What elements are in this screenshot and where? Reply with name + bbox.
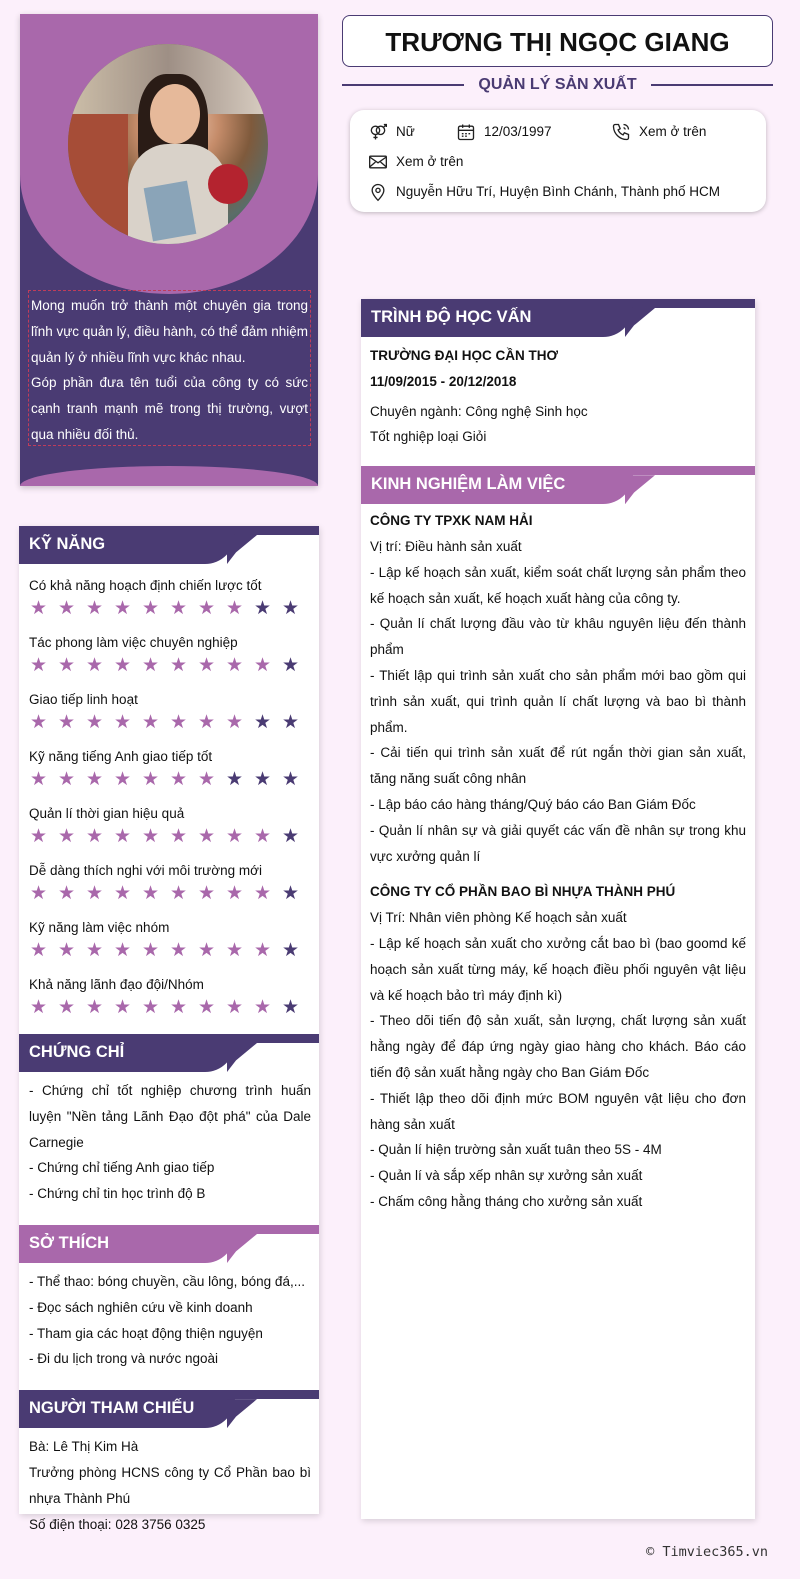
star-icon: ★ xyxy=(282,997,300,1018)
section-title: TRÌNH ĐỘ HỌC VẤN xyxy=(361,299,633,337)
star-icon: ★ xyxy=(254,826,272,847)
left-column xyxy=(19,526,319,1532)
birthday-value: 12/03/1997 xyxy=(484,124,552,139)
star-icon: ★ xyxy=(58,598,76,619)
star-icon: ★ xyxy=(226,940,244,961)
star-icon: ★ xyxy=(86,940,104,961)
star-icon: ★ xyxy=(114,598,132,619)
list-item: - Chứng chỉ tốt nghiệp chương trình huấn luyện "Nền tảng Lãnh Đạo đột phá" của Dale Carnegie xyxy=(29,1083,311,1150)
profile-card xyxy=(20,14,318,486)
company-name: CÔNG TY TPXK NAM HẢI xyxy=(370,513,533,529)
skill-name: Tác phong làm việc chuyên nghiệp xyxy=(29,635,238,650)
skill-rating xyxy=(29,826,309,859)
star-icon: ★ xyxy=(30,997,48,1018)
star-icon: ★ xyxy=(30,826,48,847)
star-icon: ★ xyxy=(226,883,244,904)
objective-line: Góp phần đưa tên tuổi của công ty có sức cạnh tranh mạnh mẽ trong thị trường, vượt qua nhiều đối thủ. xyxy=(31,375,308,442)
section-title: SỞ THÍCH xyxy=(19,1225,235,1263)
star-icon: ★ xyxy=(142,826,160,847)
skills-header xyxy=(19,526,319,564)
job-duty: - Thiết lập qui trình sản xuất cho sản phẩm mới bao gồm qui trình sản xuất, qui trình quản lí chất lượng và bao bì thành phẩm. xyxy=(370,667,746,735)
star-icon: ★ xyxy=(58,712,76,733)
star-icon: ★ xyxy=(86,997,104,1018)
skill-item xyxy=(19,859,319,916)
skill-rating xyxy=(29,712,309,745)
education-header xyxy=(361,299,755,337)
skill-name: Dễ dàng thích nghi với môi trường mới xyxy=(29,863,262,878)
star-icon: ★ xyxy=(226,826,244,847)
skill-rating xyxy=(29,598,309,631)
gender-value: Nữ xyxy=(396,124,415,139)
list-item: - Chứng chỉ tiếng Anh giao tiếp xyxy=(29,1160,215,1176)
address-item xyxy=(368,182,720,202)
star-icon: ★ xyxy=(254,940,272,961)
skill-item xyxy=(19,688,319,745)
job-duty: - Lập báo cáo hàng tháng/Quý báo cáo Ban Giám Đốc xyxy=(370,796,696,812)
star-icon: ★ xyxy=(282,712,300,733)
star-icon: ★ xyxy=(142,598,160,619)
location-icon xyxy=(368,182,388,202)
star-icon: ★ xyxy=(226,769,244,790)
skill-name: Kỹ năng làm việc nhóm xyxy=(29,920,170,935)
star-icon: ★ xyxy=(170,712,188,733)
job-duty: - Quản lí chất lượng đầu vào từ khâu nguyên liệu đến thành phẩm xyxy=(370,616,746,658)
skill-item xyxy=(19,574,319,631)
references-header xyxy=(19,1390,319,1428)
skill-rating xyxy=(29,997,309,1030)
star-icon: ★ xyxy=(282,883,300,904)
skill-name: Khả năng lãnh đạo đội/Nhóm xyxy=(29,977,204,992)
star-icon: ★ xyxy=(282,769,300,790)
skill-name: Kỹ năng tiếng Anh giao tiếp tốt xyxy=(29,749,213,764)
star-icon: ★ xyxy=(142,997,160,1018)
skill-item xyxy=(19,802,319,859)
section-title: KINH NGHIỆM LÀM VIỆC xyxy=(361,466,633,504)
experience-job-1 xyxy=(361,508,755,869)
star-icon: ★ xyxy=(30,940,48,961)
education-major: Chuyên ngành: Công nghệ Sinh học xyxy=(370,403,588,419)
star-icon: ★ xyxy=(58,826,76,847)
calendar-icon xyxy=(456,122,476,142)
list-item: Trưởng phòng HCNS công ty Cổ Phần bao bì nhựa Thành Phú xyxy=(29,1464,311,1506)
objective-line: Mong muốn trở thành một chuyên gia trong lĩnh vực quản lý, điều hành, có thể đảm nhiệm quản lý ở nhiều lĩnh vực khác nhau. xyxy=(31,298,308,365)
hobbies-list xyxy=(19,1269,319,1372)
star-icon: ★ xyxy=(58,940,76,961)
company-name: CÔNG TY CỔ PHẦN BAO BÌ NHỰA THÀNH PHÚ xyxy=(370,884,676,900)
full-name: TRƯƠNG THỊ NGỌC GIANG xyxy=(342,15,773,67)
star-icon: ★ xyxy=(58,883,76,904)
email-item[interactable] xyxy=(368,152,463,172)
list-item: - Thể thao: bóng chuyền, cầu lông, bóng đá,... xyxy=(29,1273,305,1289)
list-item: - Tham gia các hoạt động thiện nguyện xyxy=(29,1325,263,1341)
star-icon: ★ xyxy=(282,655,300,676)
skill-name: Có khả năng hoạch định chiến lược tốt xyxy=(29,578,262,593)
skill-name: Giao tiếp linh hoạt xyxy=(29,692,138,707)
star-icon: ★ xyxy=(86,883,104,904)
star-icon: ★ xyxy=(114,883,132,904)
contact-info xyxy=(350,110,766,212)
star-icon: ★ xyxy=(142,940,160,961)
star-icon: ★ xyxy=(114,769,132,790)
star-icon: ★ xyxy=(142,769,160,790)
phone-value: Xem ở trên xyxy=(639,124,707,139)
star-icon: ★ xyxy=(30,598,48,619)
star-icon: ★ xyxy=(198,655,216,676)
job-duty: - Lập kế hoạch sản xuất, kiểm soát chất lượng sản phẩm theo kế hoạch sản xuất, kế hoạch xuất hàng của công ty. xyxy=(370,564,746,606)
star-icon: ★ xyxy=(86,598,104,619)
star-icon: ★ xyxy=(114,712,132,733)
job-duty: - Quản lí hiện trường sản xuất tuân theo 5S - 4M xyxy=(370,1142,662,1158)
star-icon: ★ xyxy=(254,769,272,790)
list-item: Số điện thoại: 028 3756 0325 xyxy=(29,1516,206,1532)
star-icon: ★ xyxy=(58,655,76,676)
star-icon: ★ xyxy=(86,769,104,790)
skill-rating xyxy=(29,883,309,916)
star-icon: ★ xyxy=(226,655,244,676)
skill-name: Quản lí thời gian hiệu quả xyxy=(29,806,185,821)
certificates-header xyxy=(19,1034,319,1072)
star-icon: ★ xyxy=(86,826,104,847)
star-icon: ★ xyxy=(226,997,244,1018)
star-icon: ★ xyxy=(114,826,132,847)
job-duty: - Thiết lập theo dõi định mức BOM nguyên vật liệu cho đơn hàng sản xuất xyxy=(370,1090,746,1132)
star-icon: ★ xyxy=(282,826,300,847)
email-value: Xem ở trên xyxy=(396,154,464,169)
star-icon: ★ xyxy=(170,655,188,676)
job-duty: - Chấm công hằng tháng cho xưởng sản xuất xyxy=(370,1193,643,1209)
skill-item xyxy=(19,631,319,688)
experience-job-2 xyxy=(361,879,755,1214)
job-title-row xyxy=(342,74,773,96)
star-icon: ★ xyxy=(282,598,300,619)
star-icon: ★ xyxy=(170,997,188,1018)
star-icon: ★ xyxy=(198,769,216,790)
school-name: TRƯỜNG ĐẠI HỌC CẦN THƠ xyxy=(370,348,558,363)
star-icon: ★ xyxy=(254,655,272,676)
star-icon: ★ xyxy=(198,826,216,847)
footer-credit: © Timviec365.vn xyxy=(646,1544,768,1560)
birthday-item xyxy=(456,122,552,142)
certificates-list xyxy=(19,1078,319,1207)
gender-item xyxy=(368,122,415,142)
star-icon: ★ xyxy=(170,769,188,790)
job-role: Vị Trí: Nhân viên phòng Kế hoạch sản xuất xyxy=(370,910,627,926)
section-title: KỸ NĂNG xyxy=(19,526,235,564)
hobbies-header xyxy=(19,1225,319,1263)
star-icon: ★ xyxy=(114,940,132,961)
skill-rating xyxy=(29,940,309,973)
list-item: - Chứng chỉ tin học trình độ B xyxy=(29,1186,206,1202)
star-icon: ★ xyxy=(86,712,104,733)
star-icon: ★ xyxy=(58,997,76,1018)
skill-rating xyxy=(29,769,309,802)
star-icon: ★ xyxy=(30,769,48,790)
right-column xyxy=(361,299,755,1519)
star-icon: ★ xyxy=(86,655,104,676)
avatar xyxy=(68,44,268,244)
star-icon: ★ xyxy=(142,712,160,733)
references-list xyxy=(19,1434,319,1537)
star-icon: ★ xyxy=(282,940,300,961)
address-value: Nguyễn Hữu Trí, Huyện Bình Chánh, Thành phố HCM xyxy=(396,184,720,199)
list-item: - Đi du lịch trong và nước ngoài xyxy=(29,1351,218,1367)
star-icon: ★ xyxy=(142,883,160,904)
star-icon: ★ xyxy=(226,712,244,733)
star-icon: ★ xyxy=(254,883,272,904)
star-icon: ★ xyxy=(30,655,48,676)
career-objective xyxy=(28,290,311,446)
job-duty: - Quản lí và sắp xếp nhân sự xưởng sản xuất xyxy=(370,1168,643,1184)
education-period: 11/09/2015 - 20/12/2018 xyxy=(370,373,517,389)
star-icon: ★ xyxy=(198,712,216,733)
mail-icon xyxy=(368,152,388,172)
job-role: Vị trí: Điều hành sản xuất xyxy=(370,538,522,554)
star-icon: ★ xyxy=(142,655,160,676)
star-icon: ★ xyxy=(254,997,272,1018)
section-title: CHỨNG CHỈ xyxy=(19,1034,235,1072)
job-duty: - Lập kế hoạch sản xuất cho xưởng cắt bao bì (bao goomd kế hoạch sản xuất từng máy, kế hoạch điều phối nguyên vật liệu và kế hoạch bảo trì máy định kì) xyxy=(370,935,746,1003)
skill-item xyxy=(19,916,319,973)
star-icon: ★ xyxy=(114,655,132,676)
education-details xyxy=(361,343,755,450)
star-icon: ★ xyxy=(30,883,48,904)
job-title: QUẢN LÝ SẢN XUẤT xyxy=(464,76,650,93)
gender-icon xyxy=(368,122,388,142)
list-item: - Đọc sách nghiên cứu về kinh doanh xyxy=(29,1299,253,1315)
phone-item[interactable] xyxy=(611,122,706,142)
star-icon: ★ xyxy=(170,598,188,619)
list-item: Bà: Lê Thị Kim Hà xyxy=(29,1439,139,1455)
star-icon: ★ xyxy=(114,997,132,1018)
star-icon: ★ xyxy=(254,598,272,619)
skill-item xyxy=(19,745,319,802)
experience-header xyxy=(361,466,755,504)
section-title: NGƯỜI THAM CHIẾU xyxy=(19,1390,235,1428)
star-icon: ★ xyxy=(226,598,244,619)
star-icon: ★ xyxy=(198,997,216,1018)
star-icon: ★ xyxy=(198,598,216,619)
star-icon: ★ xyxy=(254,712,272,733)
skills-list xyxy=(19,574,319,1030)
job-duty: - Theo dõi tiến độ sản xuất, sản lượng, chất lượng sản xuất hằng ngày để đáp ứng ngày giao hàng cho khách. Báo cáo tiến độ sản xuất hằng ngày cho Ban Giám Đốc xyxy=(370,1013,746,1080)
phone-icon xyxy=(611,122,631,142)
star-icon: ★ xyxy=(198,883,216,904)
skill-item xyxy=(19,973,319,1030)
star-icon: ★ xyxy=(30,712,48,733)
education-grade: Tốt nghiệp loại Giỏi xyxy=(370,429,487,445)
star-icon: ★ xyxy=(170,883,188,904)
skill-rating xyxy=(29,655,309,688)
star-icon: ★ xyxy=(198,940,216,961)
job-duty: - Quản lí nhân sự và giải quyết các vấn đề nhân sự trong khu vực xưởng quản lí xyxy=(370,822,746,864)
star-icon: ★ xyxy=(58,769,76,790)
job-duty: - Cải tiến qui trình sản xuất để rút ngắn thời gian sản xuất, tăng năng suất công nhân xyxy=(370,745,746,787)
star-icon: ★ xyxy=(170,940,188,961)
star-icon: ★ xyxy=(170,826,188,847)
